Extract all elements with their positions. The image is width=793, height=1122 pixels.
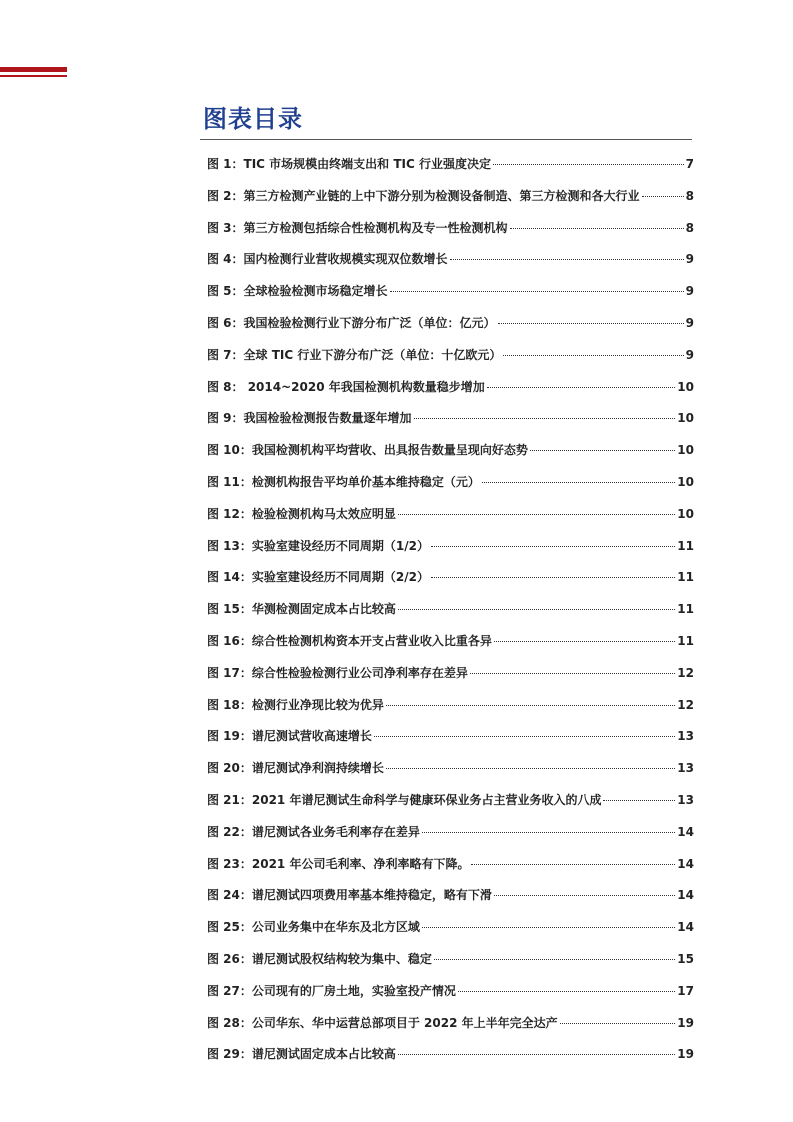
- toc-entry-page-number: 13: [677, 729, 694, 744]
- toc-entry[interactable]: [207, 308, 694, 340]
- toc-entry-page-number: 11: [677, 570, 694, 585]
- toc-entry-label: 图 22：谱尼测试各业务毛利率存在差异: [207, 824, 420, 839]
- toc-dot-leader: [431, 577, 675, 578]
- toc-entry-page-number: 9: [685, 284, 694, 299]
- toc-entry[interactable]: [207, 944, 694, 976]
- toc-dot-leader: [398, 514, 675, 515]
- title-divider: [200, 139, 692, 140]
- toc-entry-label: 图 17：综合性检验检测行业公司净利率存在差异: [207, 665, 468, 680]
- toc-dot-leader: [603, 800, 675, 801]
- toc-dot-leader: [471, 864, 675, 865]
- toc-entry-label: 图 4：国内检测行业营收规模实现双位数增长: [207, 252, 448, 267]
- accent-bar-thin: [0, 75, 67, 77]
- toc-entry-page-number: 10: [677, 474, 694, 489]
- toc-dot-leader: [431, 546, 675, 547]
- toc-entry[interactable]: [207, 372, 694, 404]
- toc-entry-label: 图 6：我国检验检测行业下游分布广泛（单位：亿元）: [207, 315, 496, 330]
- toc-entry-label: 图 10：我国检测机构平均营收、出具报告数量呈现向好态势: [207, 443, 528, 458]
- toc-entry[interactable]: [207, 658, 694, 690]
- toc-dot-leader: [398, 609, 675, 610]
- toc-entry[interactable]: [207, 531, 694, 563]
- toc-entry-page-number: 17: [677, 983, 694, 998]
- toc-dot-leader: [470, 673, 675, 674]
- toc-dot-leader: [390, 291, 684, 292]
- toc-entry-page-number: 19: [677, 1015, 694, 1030]
- toc-entry-page-number: 9: [685, 347, 694, 362]
- toc-dot-leader: [450, 259, 684, 260]
- toc-dot-leader: [386, 705, 675, 706]
- toc-entry[interactable]: [207, 467, 694, 499]
- toc-entry-label: 图 18：检测行业净现比较为优异: [207, 697, 384, 712]
- toc-entry-page-number: 13: [677, 792, 694, 807]
- toc-entry[interactable]: [207, 721, 694, 753]
- toc-entry[interactable]: [207, 626, 694, 658]
- toc-dot-leader: [493, 164, 684, 165]
- toc-entry[interactable]: [207, 499, 694, 531]
- toc-entry-label: 图 29：谱尼测试固定成本占比较高: [207, 1047, 396, 1062]
- toc-entry[interactable]: [207, 340, 694, 372]
- toc-entry-page-number: 8: [685, 220, 694, 235]
- toc-entry-label: 图 12：检验检测机构马太效应明显: [207, 506, 396, 521]
- toc-entry-page-number: 11: [677, 602, 694, 617]
- page-title: 图表目录: [203, 105, 303, 133]
- toc-entry-label: 图 14：实验室建设经历不同周期（2/2）: [207, 570, 429, 585]
- toc-dot-leader: [642, 196, 684, 197]
- toc-entry-label: 图 16：综合性检测机构资本开支占营业收入比重各异: [207, 633, 492, 648]
- toc-entry-label: 图 1：TIC 市场规模由终端支出和 TIC 行业强度决定: [207, 157, 491, 171]
- toc-dot-leader: [487, 387, 676, 388]
- toc-entry-page-number: 14: [677, 856, 694, 871]
- toc-dot-leader: [482, 482, 675, 483]
- toc-entry-label: 图 9：我国检验检测报告数量逐年增加: [207, 411, 412, 426]
- toc-entry-page-number: 19: [677, 1047, 694, 1062]
- accent-bar-thick: [0, 67, 67, 72]
- toc-entry-page-number: 12: [677, 665, 694, 680]
- toc-dot-leader: [503, 355, 683, 356]
- toc-entry-page-number: 11: [677, 633, 694, 648]
- toc-entry-page-number: 13: [677, 761, 694, 776]
- toc-entry[interactable]: [207, 849, 694, 881]
- toc-entry-page-number: 9: [685, 315, 694, 330]
- toc-dot-leader: [386, 768, 675, 769]
- toc-entry[interactable]: [207, 1008, 694, 1040]
- toc-entry-page-number: 8: [685, 188, 694, 203]
- toc-entry-page-number: 7: [685, 157, 694, 171]
- toc-entry-page-number: 9: [685, 252, 694, 267]
- toc-dot-leader: [498, 323, 684, 324]
- toc-entry[interactable]: [207, 753, 694, 785]
- toc-entry-label: 图 24：谱尼测试四项费用率基本维持稳定，略有下滑: [207, 888, 492, 903]
- toc-entry-label: 图 20：谱尼测试净利润持续增长: [207, 761, 384, 776]
- toc-dot-leader: [398, 1054, 675, 1055]
- toc-entry-label: 图 13：实验室建设经历不同周期（1/2）: [207, 538, 429, 553]
- toc-entry-label: 图 7：全球 TIC 行业下游分布广泛（单位：十亿欧元）: [207, 347, 502, 362]
- toc-entry[interactable]: [207, 244, 694, 276]
- toc-entry-label: 图 27：公司现有的厂房土地，实验室投产情况: [207, 983, 456, 998]
- toc-dot-leader: [494, 895, 675, 896]
- toc-entry[interactable]: [207, 562, 694, 594]
- toc-dot-leader: [530, 450, 675, 451]
- toc-dot-leader: [458, 991, 675, 992]
- toc-entry[interactable]: [207, 912, 694, 944]
- toc-entry-label: 图 25：公司业务集中在华东及北方区域: [207, 920, 420, 935]
- toc-entry[interactable]: [207, 785, 694, 817]
- toc-entry-page-number: 10: [677, 411, 694, 426]
- toc-entry-label: 图 26：谱尼测试股权结构较为集中、稳定: [207, 951, 432, 966]
- toc-dot-leader: [510, 228, 684, 229]
- toc-entry[interactable]: [207, 880, 694, 912]
- toc-entry[interactable]: [207, 149, 694, 181]
- toc-entry[interactable]: [207, 690, 694, 722]
- toc-entry-page-number: 10: [677, 506, 694, 521]
- toc-entry-label: 图 15：华测检测固定成本占比较高: [207, 602, 396, 617]
- toc-entry-label: 图 28：公司华东、华中运营总部项目于 2022 年上半年完全达产: [207, 1015, 558, 1030]
- toc-entry-label: 图 11：检测机构报告平均单价基本维持稳定（元）: [207, 474, 480, 489]
- toc-entry-page-number: 12: [677, 697, 694, 712]
- toc-entry[interactable]: [207, 1039, 694, 1071]
- toc-entry[interactable]: [207, 276, 694, 308]
- toc-dot-leader: [494, 641, 675, 642]
- toc-entry-label: 图 8： 2014~2020 年我国检测机构数量稳步增加: [207, 379, 485, 394]
- toc-entry-label: 图 19：谱尼测试营收高速增长: [207, 729, 372, 744]
- toc-entry-label: 图 5：全球检验检测市场稳定增长: [207, 284, 388, 299]
- toc-entry[interactable]: [207, 594, 694, 626]
- toc-dot-leader: [414, 418, 676, 419]
- toc-dot-leader: [560, 1023, 676, 1024]
- toc-entry-page-number: 10: [677, 379, 694, 394]
- toc-entry-page-number: 14: [677, 888, 694, 903]
- toc-entry-page-number: 15: [677, 951, 694, 966]
- figure-toc-list: [207, 149, 694, 1071]
- toc-entry-label: 图 3：第三方检测包括综合性检测机构及专一性检测机构: [207, 220, 508, 235]
- toc-entry-label: 图 23：2021 年公司毛利率、净利率略有下降。: [207, 856, 470, 871]
- toc-entry-label: 图 21：2021 年谱尼测试生命科学与健康环保业务占主营业务收入的八成: [207, 792, 602, 807]
- toc-entry-page-number: 10: [677, 443, 694, 458]
- toc-dot-leader: [422, 927, 675, 928]
- toc-dot-leader: [422, 832, 675, 833]
- toc-entry-page-number: 14: [677, 920, 694, 935]
- toc-entry[interactable]: [207, 435, 694, 467]
- toc-dot-leader: [434, 959, 675, 960]
- toc-entry[interactable]: [207, 976, 694, 1008]
- toc-entry[interactable]: [207, 181, 694, 213]
- header-accent-bars: [0, 67, 67, 77]
- toc-entry[interactable]: [207, 403, 694, 435]
- toc-entry[interactable]: [207, 213, 694, 245]
- toc-entry-page-number: 11: [677, 538, 694, 553]
- toc-entry[interactable]: [207, 817, 694, 849]
- toc-entry-label: 图 2：第三方检测产业链的上中下游分别为检测设备制造、第三方检测和各大行业: [207, 188, 640, 203]
- toc-entry-page-number: 14: [677, 824, 694, 839]
- toc-dot-leader: [374, 736, 675, 737]
